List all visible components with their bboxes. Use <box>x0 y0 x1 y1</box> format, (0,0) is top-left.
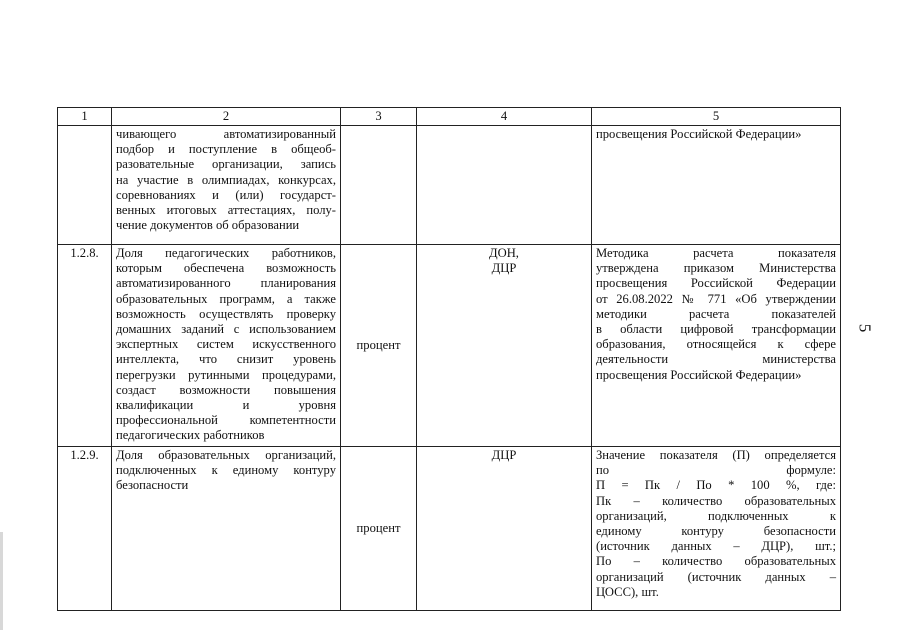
cell-text-line: Значение показателя (П) определяется <box>596 448 836 462</box>
cell-text-line: организаций (источник данных – <box>596 569 836 584</box>
cell-text-line: по формуле: <box>596 463 836 478</box>
cell-text-line: на участие в олимпиадах, конкурсах, <box>116 172 336 187</box>
cell-text-line: ДОН, <box>489 246 519 260</box>
cell-text-line: Доля педагогических работников, <box>116 246 336 260</box>
cell-text-line: методики расчета показателей <box>596 306 836 321</box>
cell-text-line: просвещения Российской Федерации <box>596 276 836 291</box>
header-cell: 5 <box>592 108 841 126</box>
cell-text-line: возможность осуществлять проверку <box>116 306 336 321</box>
cell-text-line: деятельности министерства <box>596 352 836 367</box>
cell-text-line: По – количество образовательных <box>596 554 836 569</box>
cell-text-line: подключенных к единому контуру <box>116 463 336 478</box>
cell-text-line: профессиональной компетентности <box>116 413 336 428</box>
cell-text-line: разовательные организации, запись <box>116 157 336 172</box>
cell-text-line: просвещения Российской Федерации» <box>596 127 802 141</box>
table-row <box>58 447 841 611</box>
unit-cell: процент <box>341 447 417 611</box>
header-cell: 2 <box>112 108 341 126</box>
cell-text-line: Методика расчета показателя <box>596 246 836 260</box>
cell-text-line: П = Пк / По * 100 %, где: <box>596 478 836 493</box>
cell-text-line: в области цифровой трансформации <box>596 322 836 337</box>
row-number-cell <box>58 126 112 245</box>
indicator-description-cell <box>112 245 341 447</box>
cell-text-line: (источник данных – ДЦР), шт.; <box>596 539 836 554</box>
cell-text-line: педагогических работников <box>116 428 265 443</box>
cell-text-line: образовательных программ, а также <box>116 291 336 306</box>
scan-edge-mark <box>0 532 3 630</box>
cell-text-line: экспертных систем искусственного <box>116 337 336 352</box>
unit-cell <box>341 126 417 245</box>
header-cell: 1 <box>58 108 112 126</box>
cell-text-line: организаций, подключенных к <box>596 508 836 523</box>
cell-text-line: интеллекта, что снизит уровень <box>116 352 336 367</box>
page-number: 5 <box>855 323 875 333</box>
cell-text-line: просвещения Российской Федерации» <box>596 367 802 382</box>
methodology-cell <box>592 447 841 611</box>
cell-text-line: Пк – количество образовательных <box>596 493 836 508</box>
responsible-cell <box>417 126 592 245</box>
cell-text-line: чивающего автоматизированный <box>116 127 336 141</box>
responsible-cell <box>417 245 592 447</box>
cell-text-line: утверждена приказом Министерства <box>596 261 836 276</box>
header-cell: 4 <box>417 108 592 126</box>
cell-text-line: от 26.08.2022 № 771 «Об утверждении <box>596 291 836 306</box>
cell-text-line: венных итоговых аттестациях, полу- <box>116 203 336 218</box>
cell-text-line: создаст возможности повышения <box>116 382 336 397</box>
cell-text-line: соревнованиях и (или) государст- <box>116 187 336 202</box>
indicators-table <box>57 107 841 611</box>
cell-text-line: единому контуру безопасности <box>596 524 836 539</box>
cell-text-line: ДЦР <box>491 261 517 276</box>
cell-text-line: чение документов об образовании <box>116 218 300 233</box>
cell-text-line: перегрузки рутинными процедурами, <box>116 367 336 382</box>
cell-text-line: образования, относящейся к сфере <box>596 337 836 352</box>
cell-text-line: автоматизированного планирования <box>116 276 336 291</box>
indicator-description-cell <box>112 126 341 245</box>
row-number-cell: 1.2.9. <box>58 447 112 611</box>
cell-text-line: домашних заданий с использованием <box>116 322 336 337</box>
table-row <box>58 126 841 245</box>
cell-text-line: ДЦР <box>491 448 517 462</box>
unit-cell: процент <box>341 245 417 447</box>
cell-text-line: которым обеспечена возможность <box>116 261 336 276</box>
indicator-description-cell <box>112 447 341 611</box>
methodology-cell <box>592 126 841 245</box>
cell-text-line: ЦОСС), шт. <box>596 584 659 599</box>
row-number-cell: 1.2.8. <box>58 245 112 447</box>
cell-text-line: подбор и поступление в общеоб- <box>116 142 336 157</box>
cell-text-line: Доля образовательных организаций, <box>116 448 336 462</box>
table-row <box>58 245 841 447</box>
header-cell: 3 <box>341 108 417 126</box>
table-header-row <box>58 108 841 126</box>
cell-text-line: квалификации и уровня <box>116 398 336 413</box>
responsible-cell <box>417 447 592 611</box>
methodology-cell <box>592 245 841 447</box>
cell-text-line: безопасности <box>116 478 189 493</box>
